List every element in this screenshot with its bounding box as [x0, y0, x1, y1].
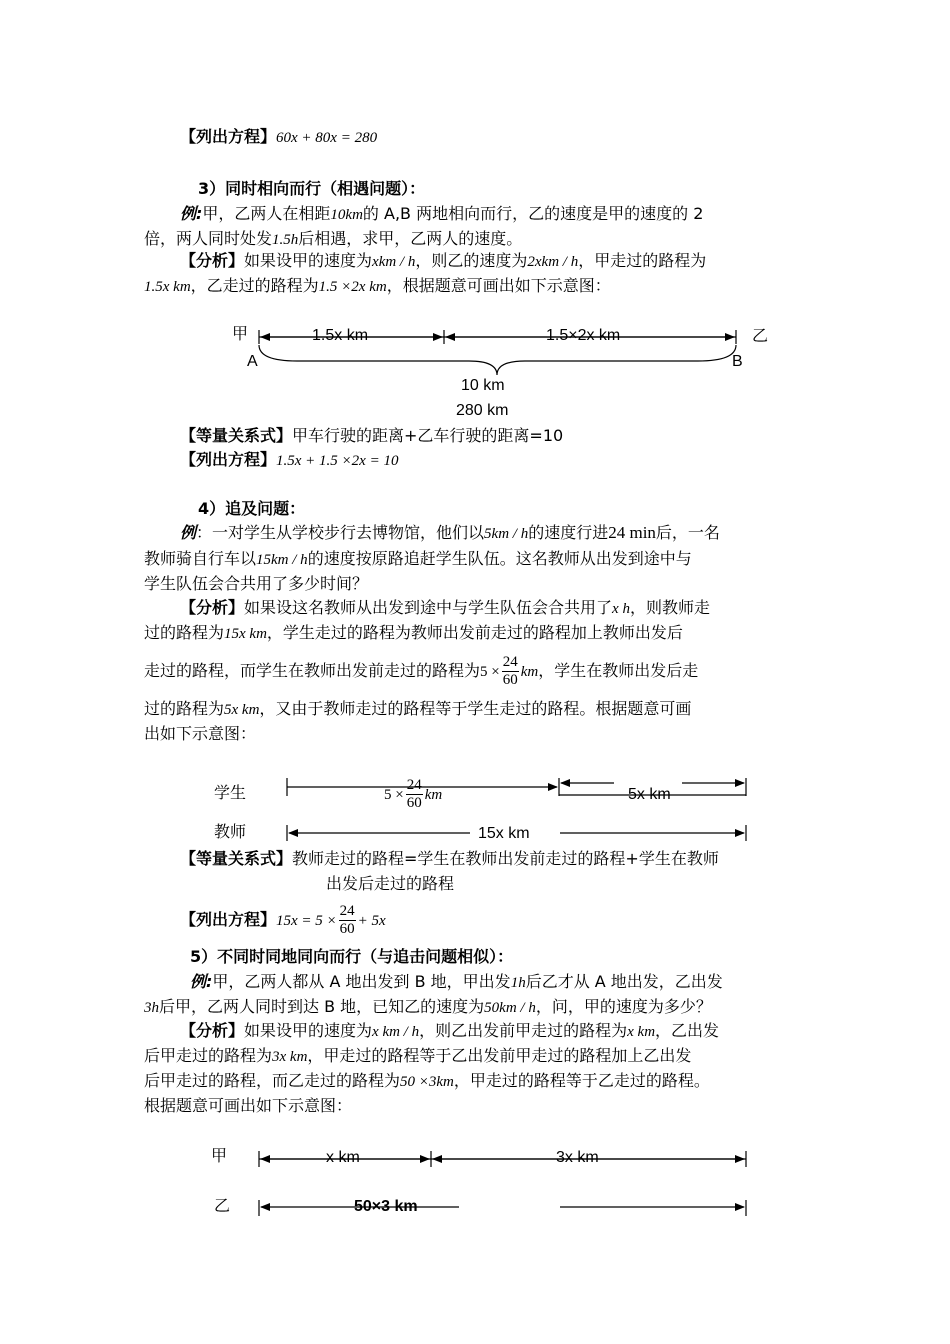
text: 教师骑自行车以 [144, 549, 257, 568]
text: 后乙才从 A 地出发，乙出发 [525, 972, 723, 991]
s5-analysis-line-1 [180, 1020, 719, 1043]
math: 15x = 5 × [276, 913, 337, 929]
math: 5 × [480, 664, 500, 680]
math: 15km / h [256, 552, 308, 568]
s4-example-line-3: 学生队伍会合共用了多少时间？ [144, 574, 369, 593]
text: 的 A,B 两地相向而行，乙的速度是甲的速度的 2 [362, 204, 704, 223]
label-seg-yi: 1.5×2x km [546, 327, 621, 344]
analysis-label: 【分析】 [180, 1021, 245, 1040]
fraction-denominator: 60 [406, 795, 422, 811]
math: km [520, 664, 539, 680]
label-total-280: 280 km [456, 402, 509, 419]
text: 甲，乙两人都从 A 地出发到 B 地，甲出发 [212, 972, 511, 991]
label-teacher-distance: 15x km [478, 825, 530, 842]
label-jia-seg2: 3x km [556, 1149, 599, 1166]
section-5-heading: 5）不同时同地同向而行（与追击问题相似）： [190, 947, 514, 966]
math: xkm / h [372, 254, 416, 270]
s4-analysis-line-3 [144, 651, 698, 692]
example-label: 例 [180, 523, 197, 542]
s5-example-line-1 [190, 971, 723, 994]
s4-relation-line-1 [180, 848, 719, 870]
fraction-numerator: 24 [406, 777, 422, 793]
label-yi: 乙 [752, 328, 769, 345]
text: ，甲走过的路程为 [578, 251, 707, 270]
label-point-b: B [732, 353, 743, 370]
relation-label: 【等量关系式】 [180, 426, 293, 445]
text: ，根据题意可画出如下示意图： [386, 276, 611, 295]
math: x km / h [372, 1024, 420, 1040]
text: 走过的路程，而学生在教师出发前走过的路程为 [144, 661, 481, 680]
math: + 5x [357, 913, 386, 929]
label-yi-row: 乙 [214, 1198, 231, 1215]
s4-analysis-line-2 [144, 622, 683, 645]
label-yi-seg: 50×3 km [354, 1198, 418, 1215]
text: 的速度行进 [528, 523, 609, 542]
fraction-24-60 [339, 903, 356, 938]
text: 倍，两人同时处发 [144, 229, 273, 248]
fraction-numerator: 24 [339, 903, 355, 919]
text: 如果设这名教师从出发到途中与学生队伍会合共用了 [244, 598, 613, 617]
text: ，乙走过的路程为 [190, 276, 319, 295]
math: 10km [330, 207, 363, 223]
equation-label: 【列出方程】 [180, 910, 277, 929]
s5-analysis-line-3 [144, 1070, 710, 1093]
s3-equation [180, 449, 398, 472]
math: 5km / h [484, 526, 529, 542]
label-jia-seg1: x km [326, 1149, 360, 1166]
text: ，学生在教师出发后走 [538, 661, 699, 680]
equation: 60x + 80x = 280 [276, 130, 378, 146]
math: 50 ×3km [400, 1074, 454, 1090]
label-student: 学生 [214, 785, 247, 802]
label-total-10: 10 km [461, 377, 505, 394]
s5-analysis-line-2 [144, 1045, 691, 1068]
equation-label: 【列出方程】 [180, 450, 277, 469]
text: 的速度按原路追赶学生队伍。这名教师从出发到途中与 [307, 549, 692, 568]
math: 3h [144, 1000, 159, 1016]
analysis-label: 【分析】 [180, 251, 245, 270]
relation-label: 【等量关系式】 [180, 849, 293, 868]
label-teacher: 教师 [214, 824, 247, 841]
text: 后甲走过的路程，而乙走过的路程为 [144, 1071, 401, 1090]
brace [259, 345, 736, 375]
label-student-pre-distance [384, 776, 442, 813]
label-student-post-distance: 5x km [628, 786, 671, 803]
fraction-denominator: 60 [339, 921, 355, 937]
fraction-24-60 [406, 777, 423, 812]
s4-example-line-1 [180, 522, 720, 545]
s5-analysis-line-4: 根据题意可画出如下示意图： [144, 1096, 353, 1115]
section-3-heading: 3）同时相向而行（相遇问题）： [198, 179, 426, 198]
relation-text: 甲车行驶的距离+乙车行驶的距离=10 [292, 426, 564, 445]
text: ，则教师走 [629, 598, 710, 617]
relation-text: 教师走过的路程=学生在教师出发前走过的路程+学生在教师 [292, 849, 719, 868]
math: 1.5h [272, 232, 299, 248]
section-4-heading: 4）追及问题： [198, 499, 306, 518]
example-label: 例: [190, 972, 213, 991]
fraction-numerator: 24 [502, 654, 518, 670]
s4-analysis-line-4 [144, 698, 691, 721]
label-jia-row: 甲 [211, 1148, 228, 1165]
text: ：一对学生从学校步行去博物馆，他们以 [196, 523, 485, 542]
s5-example-line-2 [144, 996, 712, 1019]
text: 后甲，乙两人同时到达 B 地，已知乙的速度为 [159, 997, 485, 1016]
math: 24 min [608, 523, 656, 542]
math: km [424, 787, 443, 803]
text: ，学生走过的路程为教师出发前走过的路程加上教师出发后 [266, 623, 683, 642]
text: 后，一名 [655, 523, 720, 542]
math: 15x km [224, 626, 267, 642]
math: 1h [510, 975, 526, 991]
text: ，甲走过的路程等于乙出发前甲走过的路程加上乙出发 [307, 1046, 692, 1065]
s4-analysis-line-5: 出如下示意图： [144, 724, 257, 743]
text: ，又由于教师走过的路程等于学生走过的路程。根据题意可画 [259, 699, 692, 718]
math: 5 × [384, 787, 404, 803]
text: ，则乙的速度为 [415, 251, 528, 270]
text: 过的路程为 [144, 623, 225, 642]
text: ，则乙出发前甲走过的路程为 [419, 1021, 628, 1040]
math: 50km / h [484, 1000, 536, 1016]
s4-example-line-2 [144, 548, 692, 571]
s4-equation [180, 898, 386, 943]
text: ，甲走过的路程等于乙走过的路程。 [453, 1071, 710, 1090]
analysis-label: 【分析】 [180, 598, 245, 617]
math: 2xkm / h [527, 254, 579, 270]
text: 后相遇，求甲，乙两人的速度。 [298, 229, 523, 248]
equation: 1.5x + 1.5 ×2x = 10 [276, 453, 399, 469]
label-jia: 甲 [232, 326, 249, 343]
s3-relation [180, 425, 563, 447]
math: 3x km [272, 1049, 308, 1065]
math: 1.5x km [144, 279, 191, 295]
label-seg-jia: 1.5x km [312, 327, 369, 344]
text: ，乙出发 [655, 1021, 720, 1040]
text: ，问，甲的速度为多少？ [535, 997, 712, 1016]
text: 后甲走过的路程为 [144, 1046, 273, 1065]
text: 如果设甲的速度为 [244, 1021, 373, 1040]
equation-label: 【列出方程】 [180, 127, 277, 146]
fraction-denominator: 60 [502, 672, 518, 688]
math: 1.5 ×2x km [318, 279, 387, 295]
fraction-24-60 [502, 654, 519, 689]
label-point-a: A [247, 353, 258, 370]
math: x h [612, 601, 630, 617]
text: 甲，乙两人在相距 [202, 204, 331, 223]
text: 如果设甲的速度为 [244, 251, 373, 270]
s4-analysis-line-1 [180, 597, 710, 620]
text: 过的路程为 [144, 699, 225, 718]
example-label: 例: [180, 204, 203, 223]
math: x km [627, 1024, 656, 1040]
math: 5x km [224, 702, 260, 718]
s4-relation-line-2: 出发后走过的路程 [326, 874, 455, 893]
